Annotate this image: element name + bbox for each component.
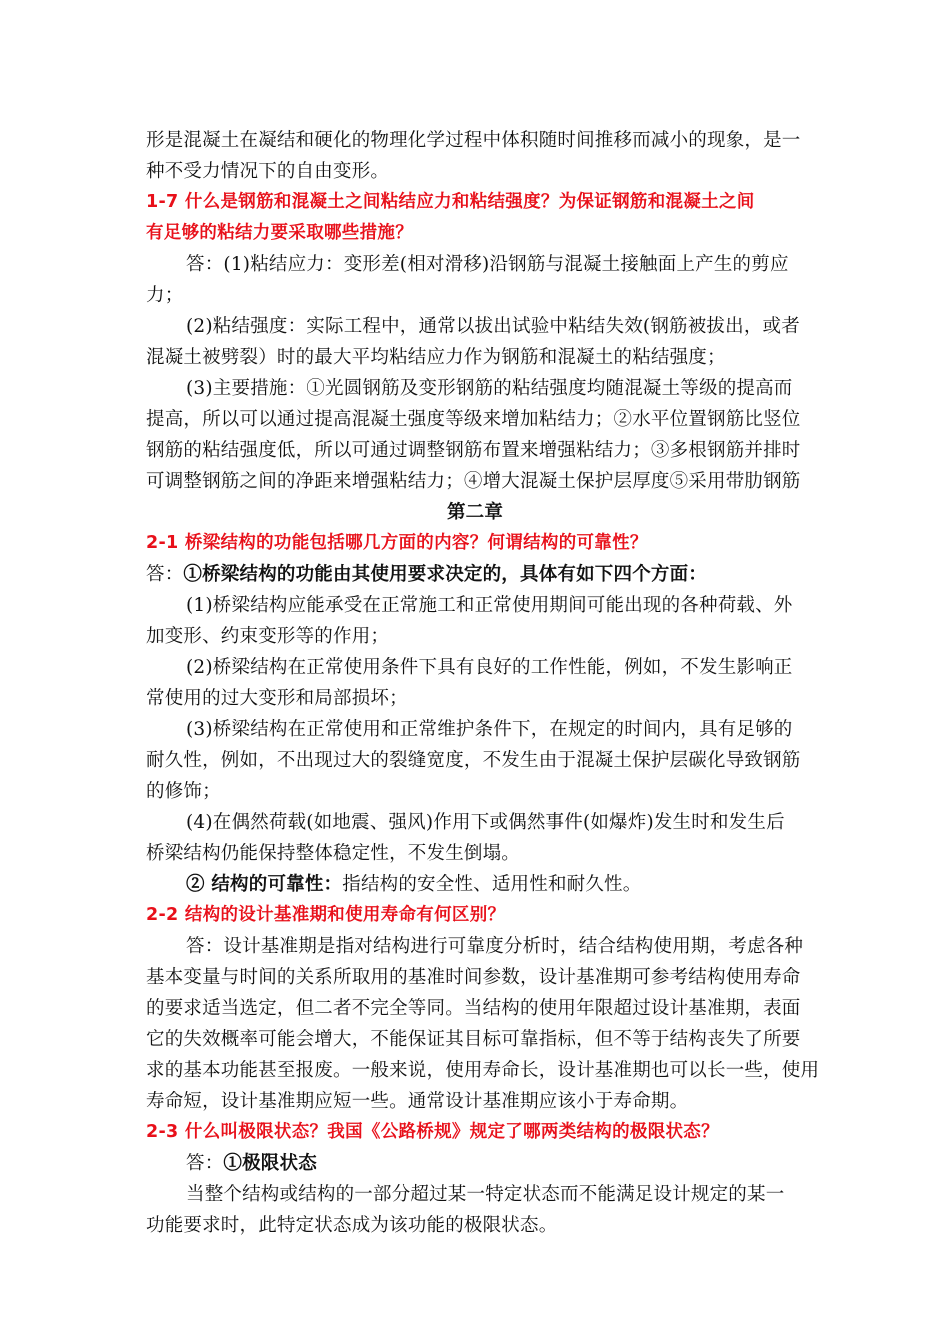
text-line: 提高，所以可以通过提高混凝土强度等级来增加粘结力；②水平位置钢筋比竖位 xyxy=(146,409,801,430)
text-line: 力； xyxy=(146,285,184,306)
text-line: (4)在偶然荷载(如地震、强风)作用下或偶然事件(如爆炸)发生时和发生后 xyxy=(186,812,785,833)
question-heading: 2-3 什么叫极限状态？我国《公路桥规》规定了哪两类结构的极限状态？ xyxy=(146,1122,719,1142)
chapter-title: 第二章 xyxy=(446,502,504,523)
text-line: (3)主要措施：①光圆钢筋及变形钢筋的粘结强度均随混凝土等级的提高而 xyxy=(186,378,793,399)
text-line: 答：设计基准期是指对结构进行可靠度分析时，结合结构使用期，考虑各种 xyxy=(186,936,804,957)
text-line: (3)桥梁结构在正常使用和正常维护条件下，在规定的时间内，具有足够的 xyxy=(186,719,793,740)
text-line: 种不受力情况下的自由变形。 xyxy=(146,161,390,182)
answer-bold-text: ①极限状态 xyxy=(223,1153,317,1174)
text-line: 答：(1)粘结应力：变形差(相对滑移)沿钢筋与混凝土接触面上产生的剪应 xyxy=(186,254,789,275)
answer-label: 答： xyxy=(146,564,184,585)
text-line: 基本变量与时间的关系所取用的基准时间参数，设计基准期可参考结构使用寿命 xyxy=(146,967,801,988)
answer-bold-text: ①桥梁结构的功能由其使用要求决定的，具体有如下四个方面： xyxy=(183,564,708,585)
text-line: 加变形、约束变形等的作用； xyxy=(146,626,390,647)
text-line: 当整个结构或结构的一部分超过某一特定状态而不能满足设计规定的某一 xyxy=(186,1184,785,1205)
text-line: 耐久性，例如，不出现过大的裂缝宽度，不发生由于混凝土保护层碳化导致钢筋 xyxy=(146,750,801,771)
text-line: 它的失效概率可能会增大，不能保证其目标可靠指标，但不等于结构丧失了所要 xyxy=(146,1029,801,1050)
text-line: 混凝土被劈裂）时的最大平均粘结应力作为钢筋和混凝土的粘结强度； xyxy=(146,347,726,368)
text-line: 钢筋的粘结强度低，所以可通过调整钢筋布置来增强粘结力；③多根钢筋并排时 xyxy=(146,440,801,461)
answer-line xyxy=(186,1148,806,1179)
text-line: (2)粘结强度：实际工程中，通常以拔出试验中粘结失效(钢筋被拔出，或者 xyxy=(186,316,800,337)
text-line: (1)桥梁结构应能承受在正常施工和正常使用期间可能出现的各种荷载、外 xyxy=(186,595,793,616)
text-line: (2)桥梁结构在正常使用条件下具有良好的工作性能，例如，不发生影响正 xyxy=(186,657,793,678)
text-line: 求的基本功能甚至报废。一般来说，使用寿命长，设计基准期也可以长一些，使用 xyxy=(146,1060,820,1081)
text-line: 的要求适当选定，但二者不完全等同。当结构的使用年限超过设计基准期，表面 xyxy=(146,998,801,1019)
answer-line xyxy=(146,559,806,590)
question-heading: 1-7 什么是钢筋和混凝土之间粘结应力和粘结强度？为保证钢筋和混凝土之间 xyxy=(146,192,755,212)
text-line: 寿命短，设计基准期应短一些。通常设计基准期应该小于寿命期。 xyxy=(146,1091,689,1112)
question-heading: 2-1 桥梁结构的功能包括哪几方面的内容？何谓结构的可靠性？ xyxy=(146,533,648,553)
text-line: 的修饰； xyxy=(146,781,221,802)
reliability-label: ② 结构的可靠性： xyxy=(186,874,343,895)
text-line: 常使用的过大变形和局部损坏； xyxy=(146,688,408,709)
answer-label: 答： xyxy=(186,1153,224,1174)
question-heading: 有足够的粘结力要采取哪些措施？ xyxy=(146,223,413,243)
reliability-text: 指结构的安全性、适用性和耐久性。 xyxy=(342,874,642,895)
text-line: 桥梁结构仍能保持整体稳定性，不发生倒塌。 xyxy=(146,843,521,864)
text-line xyxy=(186,869,806,900)
text-line: 形是混凝土在凝结和硬化的物理化学过程中体积随时间推移而减小的现象，是一 xyxy=(146,130,801,151)
text-line: 功能要求时，此特定状态成为该功能的极限状态。 xyxy=(146,1215,558,1236)
question-heading: 2-2 结构的设计基准期和使用寿命有何区别？ xyxy=(146,905,506,925)
text-line: 可调整钢筋之间的净距来增强粘结力；④增大混凝土保护层厚度⑤采用带肋钢筋 xyxy=(146,471,801,492)
